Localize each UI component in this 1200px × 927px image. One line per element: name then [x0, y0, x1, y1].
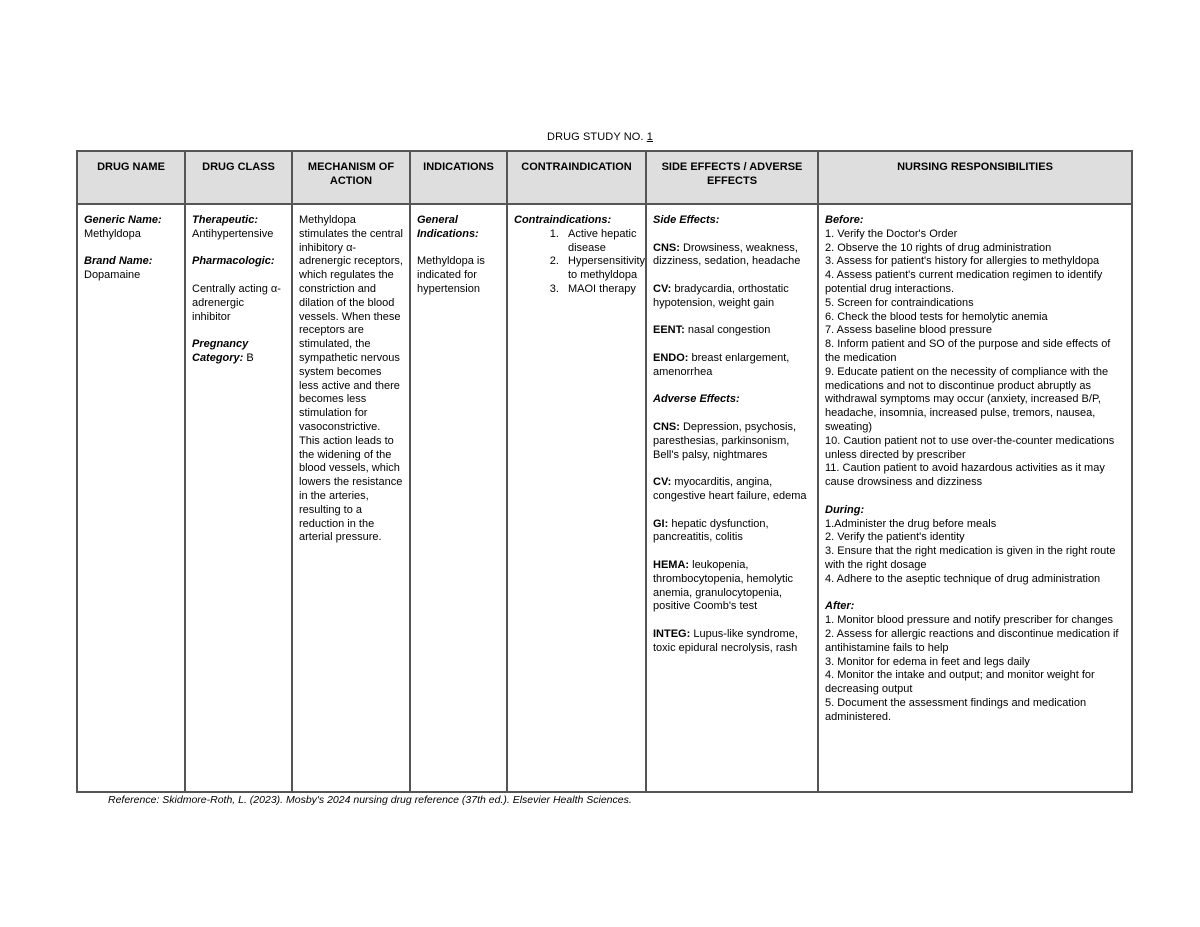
indications-text: Methyldopa is indicated for hypertension — [417, 255, 485, 295]
before-item: 4. Assess patient's current medication regimen to identify potential drug interactions. — [825, 269, 1103, 295]
generic-name: Methyldopa — [84, 227, 141, 240]
brand-name-label: Brand Name: — [84, 255, 153, 268]
before-item: 10. Caution patient not to use over-the-counter medications unless directed by prescriber — [825, 434, 1115, 461]
contraindication-list — [514, 227, 646, 297]
during-item: 2. Verify the patient's identity — [825, 531, 965, 544]
title-number: 1 — [646, 131, 653, 143]
page-title — [0, 131, 1200, 143]
header-nursing: NURSING RESPONSIBILITIES — [818, 151, 1132, 204]
adverse-effect-item: CV: myocarditis, angina, congestive heart failure, edema — [653, 476, 807, 502]
pregnancy-value: B — [243, 351, 254, 364]
header-drug-class: DRUG CLASS — [185, 151, 292, 204]
after-item: 1. Monitor blood pressure and notify prescriber for changes — [825, 614, 1113, 627]
before-item: 5. Screen for contraindications — [825, 296, 974, 309]
adverse-effect-item: INTEG: Lupus-like syndrome, toxic epidural necrolysis, rash — [653, 627, 798, 654]
cell-drug-class — [185, 204, 292, 792]
generic-name-label: Generic Name: — [84, 214, 162, 226]
reference-note: Reference: Skidmore-Roth, L. (2023). Mosby's 2024 nursing drug reference (37th ed.). Elsevier Health Sciences. — [108, 794, 632, 806]
cell-side-effects — [646, 204, 818, 792]
adverse-effect-item: CNS: Depression, psychosis, paresthesias, parkinsonism, Bell's palsy, nightmares — [653, 420, 797, 461]
side-effect-item: CNS: Drowsiness, weakness, dizziness, sedation, headache — [653, 241, 801, 268]
during-item: 4. Adhere to the aseptic technique of drug administration — [825, 572, 1101, 585]
table-row — [77, 204, 1132, 792]
header-contraindication: CONTRAINDICATION — [507, 151, 646, 204]
therapeutic-label: Therapeutic: — [192, 214, 259, 226]
cell-mechanism: Methyldopa stimulates the central inhibitory α-adrenergic receptors, which regulates the constriction and dilation of the blood vessels. When these receptors are stimulated, the sympathetic nervous system becomes less active and there becomes less stimulation for vasoconstrictive. This action leads to the widening of the blood vessels, which lowers the resistance in the arteries, resulting to a reduction in the arterial pressure. — [292, 204, 410, 792]
before-item: 8. Inform patient and SO of the purpose and side effects of the medication — [825, 338, 1111, 364]
during-label: During: — [825, 503, 865, 516]
side-effects-label: Side Effects: — [653, 214, 720, 226]
after-item: 3. Monitor for edema in feet and legs daily — [825, 655, 1030, 668]
cell-nursing — [818, 204, 1132, 792]
pharmacologic-class: Centrally acting α-adrenergic inhibitor — [192, 282, 281, 323]
side-effect-item: ENDO: breast enlargement, amenorrhea — [653, 351, 790, 378]
brand-name: Dopamaine — [84, 269, 141, 282]
pregnancy-category — [192, 338, 285, 366]
title-prefix: DRUG STUDY NO. — [547, 131, 644, 143]
before-item: 11. Caution patient to avoid hazardous activities as it may cause drowsiness and dizziness — [825, 462, 1105, 489]
adverse-effect-item: HEMA: leukopenia, thrombocytopenia, hemolytic anemia, granulocytopenia, positive Coomb's test — [653, 558, 794, 613]
list-item: 1. Active hepatic disease — [562, 228, 639, 256]
list-item: 2. Hypersensitivity to methyldopa — [562, 255, 639, 283]
adverse-effects-label: Adverse Effects: — [653, 393, 740, 406]
before-item: 9. Educate patient on the necessity of compliance with the medications and not to discontinue product abruptly as withdrawal symptoms may occur (anxiety, increased B/P, headache, insomnia, increased pulse, tremors, nausea, sweating) — [825, 365, 1109, 433]
after-item: 4. Monitor the intake and output; and monitor weight for decreasing output — [825, 669, 1095, 696]
after-item: 5. Document the assessment findings and medication administered. — [825, 696, 1087, 723]
header-indications: INDICATIONS — [410, 151, 507, 204]
header-side-effects: SIDE EFFECTS / ADVERSE EFFECTS — [646, 151, 818, 204]
cell-drug-name — [77, 204, 185, 792]
header-drug-name: DRUG NAME — [77, 151, 185, 204]
side-effect-item: EENT: nasal congestion — [653, 324, 771, 337]
before-item: 7. Assess baseline blood pressure — [825, 324, 992, 337]
cell-contraindication — [507, 204, 646, 792]
before-label: Before: — [825, 214, 864, 226]
table-header-row — [77, 151, 1132, 204]
during-item: 1.Administer the drug before meals — [825, 517, 997, 530]
therapeutic-class: Antihypertensive — [192, 227, 274, 240]
contraindications-label: Contraindications: — [514, 214, 612, 226]
after-item: 2. Assess for allergic reactions and discontinue medication if antihistamine fails to help — [825, 627, 1119, 654]
during-item: 3. Ensure that the right medication is given in the right route with the right dosage — [825, 545, 1116, 571]
adverse-effect-item: GI: hepatic dysfunction, pancreatitis, colitis — [653, 517, 769, 544]
pharmacologic-label: Pharmacologic: — [192, 255, 275, 268]
drug-study-table — [76, 150, 1133, 793]
pregnancy-label: Pregnancy Category: — [192, 338, 249, 364]
before-item: 2. Observe the 10 rights of drug administration — [825, 241, 1052, 254]
before-item: 1. Verify the Doctor's Order — [825, 227, 958, 240]
cell-indications — [410, 204, 507, 792]
side-effect-item: CV: bradycardia, orthostatic hypotension, weight gain — [653, 282, 789, 309]
indications-label: General Indications: — [417, 214, 479, 240]
after-label: After: — [825, 600, 855, 613]
before-item: 3. Assess for patient's history for allergies to methyldopa — [825, 255, 1100, 268]
header-mechanism: MECHANISM OF ACTION — [292, 151, 410, 204]
before-item: 6. Check the blood tests for hemolytic anemia — [825, 310, 1048, 323]
list-item: 3. MAOI therapy — [562, 283, 639, 297]
